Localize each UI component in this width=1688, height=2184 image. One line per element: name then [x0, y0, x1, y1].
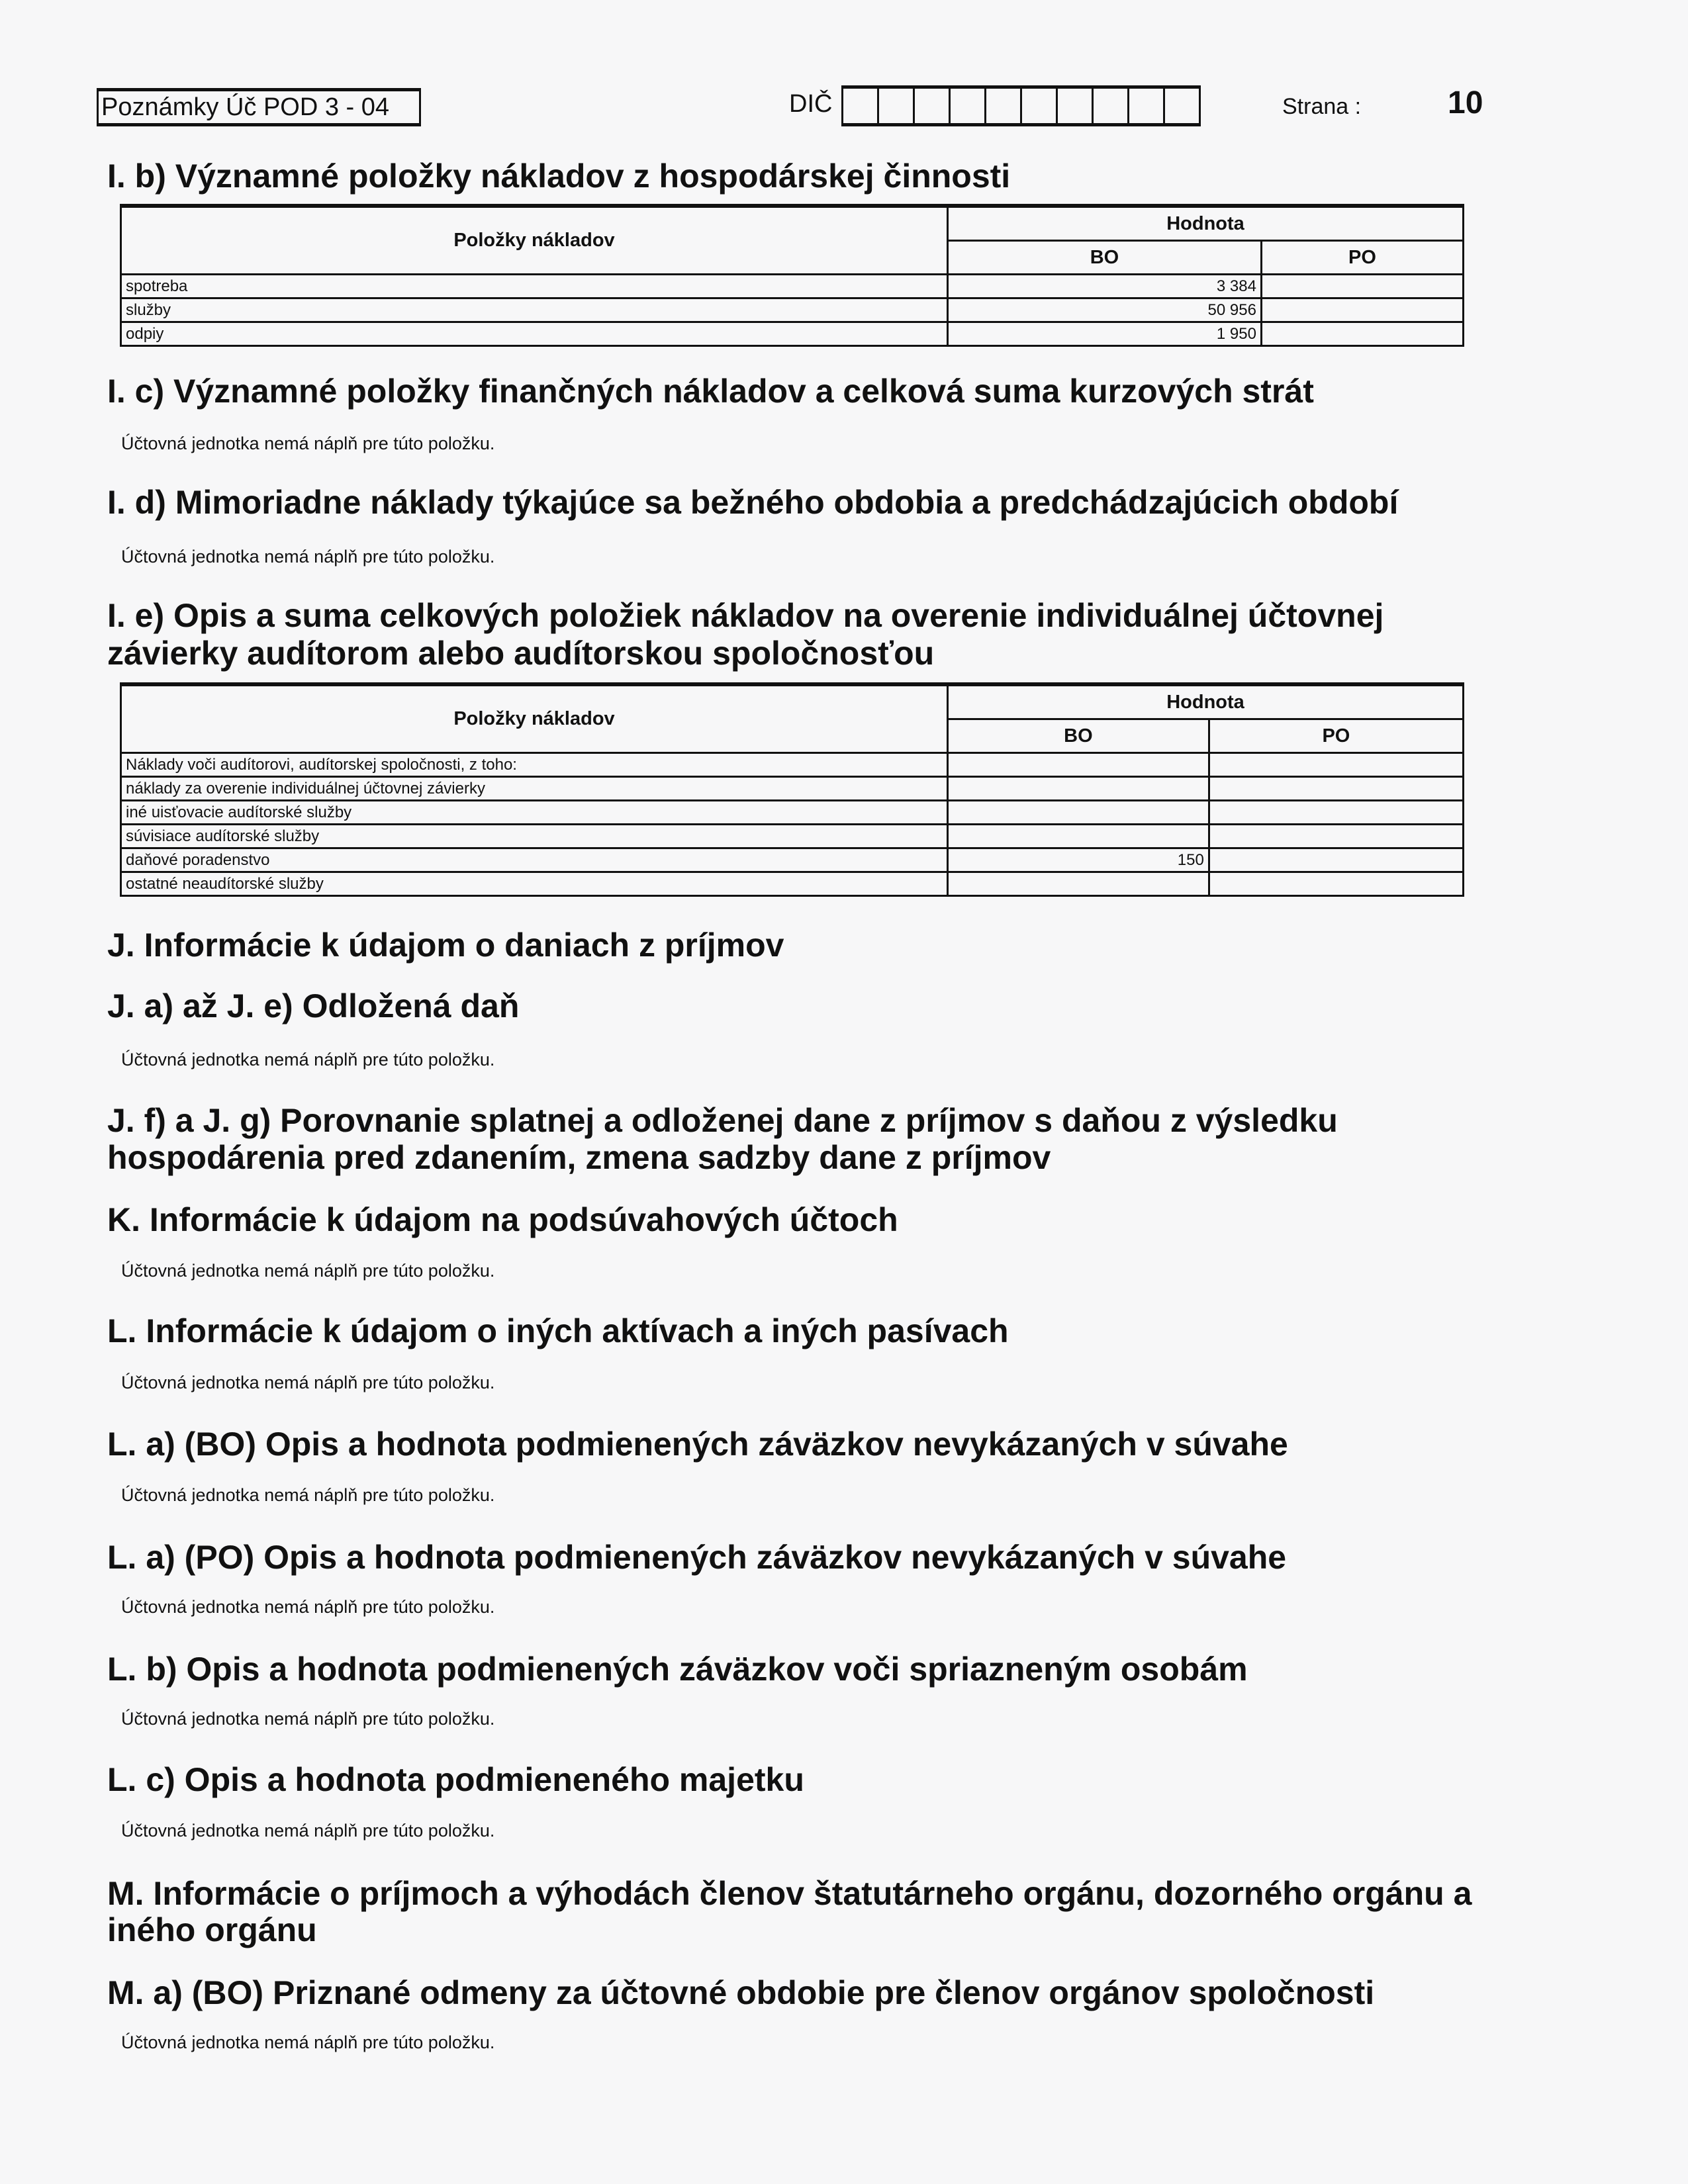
- dic-digit-box: [1094, 89, 1129, 123]
- row-name: náklady za overenie individuálnej účtovnej závierky: [121, 777, 948, 801]
- row-bo: [948, 753, 1209, 777]
- table-row: [121, 825, 1464, 848]
- page-label: Strana :: [1282, 94, 1362, 119]
- dic-digit-box: [986, 89, 1022, 123]
- table-row: [121, 753, 1464, 777]
- section-title-ie-line1: I. e) Opis a suma celkových položiek nákladov na overenie individuálnej účtovnej: [107, 597, 1384, 634]
- col-header-bo: BO: [948, 241, 1262, 275]
- row-po: [1261, 298, 1463, 322]
- dic-digit-box: [1165, 89, 1201, 123]
- col-header-value: Hodnota: [948, 684, 1464, 719]
- row-name: služby: [121, 298, 948, 322]
- section-title-jf-line2: hospodárenia pred zdanením, zmena sadzby dane z príjmov: [107, 1139, 1051, 1176]
- row-po: [1209, 848, 1463, 872]
- row-name: spotreba: [121, 275, 948, 298]
- row-bo: [948, 777, 1209, 801]
- dic-digit-box: [843, 89, 879, 123]
- row-name: odpiy: [121, 322, 948, 346]
- section-title-m-line2: iného orgánu: [107, 1911, 317, 1948]
- section-note-lc: Účtovná jednotka nemá náplň pre túto položku.: [121, 1821, 495, 1841]
- row-po: [1261, 322, 1463, 346]
- section-title-jf-line1: J. f) a J. g) Porovnanie splatnej a odloženej dane z príjmov s daňou z výsledku: [107, 1102, 1338, 1139]
- dic-digit-box: [951, 89, 986, 123]
- col-header-po: PO: [1209, 719, 1463, 753]
- dic-field: [841, 85, 1201, 126]
- section-note-l: Účtovná jednotka nemá náplň pre túto položku.: [121, 1373, 495, 1392]
- table-row: [121, 275, 1464, 298]
- row-po: [1209, 872, 1463, 896]
- section-note-k: Účtovná jednotka nemá náplň pre túto položku.: [121, 1261, 495, 1281]
- row-po: [1261, 275, 1463, 298]
- section-title-la-bo: L. a) (BO) Opis a hodnota podmienených záväzkov nevykázaných v súvahe: [107, 1426, 1288, 1463]
- row-bo: [948, 825, 1209, 848]
- row-po: [1209, 825, 1463, 848]
- section-title-k: K. Informácie k údajom na podsúvahových účtoch: [107, 1201, 898, 1238]
- section-note-ic: Účtovná jednotka nemá náplň pre túto položku.: [121, 433, 495, 453]
- row-bo: 3 384: [948, 275, 1262, 298]
- row-bo: 50 956: [948, 298, 1262, 322]
- row-po: [1209, 777, 1463, 801]
- row-bo: [948, 801, 1209, 825]
- row-po: [1209, 801, 1463, 825]
- dic-digit-box: [1129, 89, 1165, 123]
- row-bo: [948, 872, 1209, 896]
- audit-costs-table: [120, 682, 1464, 897]
- page-number: 10: [1448, 85, 1483, 120]
- section-title-ib: I. b) Významné položky nákladov z hospodárskej činnosti: [107, 158, 1011, 195]
- section-note-lb: Účtovná jednotka nemá náplň pre túto položku.: [121, 1709, 495, 1729]
- dic-digit-box: [879, 89, 915, 123]
- section-note-id: Účtovná jednotka nemá náplň pre túto položku.: [121, 547, 495, 567]
- section-note-ma-bo: Účtovná jednotka nemá náplň pre túto položku.: [121, 2032, 495, 2052]
- section-title-id: I. d) Mimoriadne náklady týkajúce sa bežného obdobia a predchádzajúcich období: [107, 484, 1399, 521]
- table-row: [121, 872, 1464, 896]
- section-title-lc: L. c) Opis a hodnota podmieneného majetku: [107, 1761, 804, 1798]
- table-row: [121, 848, 1464, 872]
- section-title-l: L. Informácie k údajom o iných aktívach a iných pasívach: [107, 1312, 1009, 1349]
- row-name: súvisiace audítorské služby: [121, 825, 948, 848]
- row-po: [1209, 753, 1463, 777]
- section-note-la-po: Účtovná jednotka nemá náplň pre túto položku.: [121, 1597, 495, 1617]
- section-title-ie-line2: závierky audítorom alebo audítorskou spoločnosťou: [107, 635, 935, 672]
- table-row: [121, 801, 1464, 825]
- table-row: [121, 777, 1464, 801]
- section-title-lb: L. b) Opis a hodnota podmienených záväzkov voči spriazneným osobám: [107, 1651, 1248, 1688]
- section-title-ma-bo: M. a) (BO) Priznané odmeny za účtovné obdobie pre členov orgánov spoločnosti: [107, 1974, 1375, 2011]
- costs-table: [120, 204, 1464, 347]
- table-row: [121, 298, 1464, 322]
- table-row: [121, 322, 1464, 346]
- section-note-la-bo: Účtovná jednotka nemá náplň pre túto položku.: [121, 1485, 495, 1505]
- col-header-name: Položky nákladov: [121, 684, 948, 753]
- row-name: ostatné neaudítorské služby: [121, 872, 948, 896]
- row-bo: 1 950: [948, 322, 1262, 346]
- dic-digit-box: [1058, 89, 1094, 123]
- col-header-po: PO: [1261, 241, 1463, 275]
- form-id: Poznámky Úč POD 3 - 04: [97, 88, 421, 126]
- section-title-ja: J. a) až J. e) Odložená daň: [107, 987, 520, 1024]
- col-header-bo: BO: [948, 719, 1209, 753]
- section-title-m-line1: M. Informácie o príjmoch a výhodách členov štatutárneho orgánu, dozorného orgánu a: [107, 1875, 1472, 1912]
- section-title-ic: I. c) Významné položky finančných nákladov a celková suma kurzových strát: [107, 373, 1314, 410]
- dic-digit-box: [915, 89, 951, 123]
- row-name: iné uisťovacie audítorské služby: [121, 801, 948, 825]
- row-name: Náklady voči audítorovi, audítorskej spoločnosti, z toho:: [121, 753, 948, 777]
- col-header-value: Hodnota: [948, 206, 1464, 241]
- col-header-name: Položky nákladov: [121, 206, 948, 275]
- row-name: daňové poradenstvo: [121, 848, 948, 872]
- dic-digit-box: [1022, 89, 1058, 123]
- section-title-la-po: L. a) (PO) Opis a hodnota podmienených záväzkov nevykázaných v súvahe: [107, 1539, 1287, 1576]
- dic-label: DIČ: [789, 90, 833, 118]
- section-note-ja: Účtovná jednotka nemá náplň pre túto položku.: [121, 1050, 495, 1069]
- row-bo: 150: [948, 848, 1209, 872]
- section-title-j: J. Informácie k údajom o daniach z príjmov: [107, 927, 784, 964]
